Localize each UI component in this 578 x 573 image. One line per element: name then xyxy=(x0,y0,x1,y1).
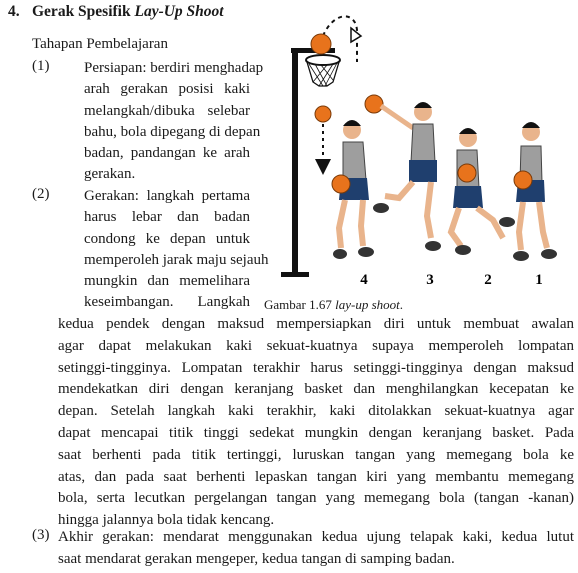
item-3-text xyxy=(58,527,574,571)
ball-falling xyxy=(315,106,331,122)
layup-figure-svg xyxy=(263,2,573,294)
text-line: Akhir gerakan: mendarat menggunakan kedua ujung telapak kaki, kedua lutut xyxy=(58,529,574,545)
text-line: hingga jalannya bola tidak kencang. xyxy=(58,512,275,529)
player-step-2 xyxy=(451,128,515,255)
player-step-4 xyxy=(332,120,374,259)
section-title: Gerak Spesifik xyxy=(32,3,135,20)
section-heading xyxy=(8,3,224,21)
item-1-number: (1) xyxy=(32,58,50,74)
text-line: harus lebar dan badan xyxy=(84,209,250,226)
text-line: dapat mencapai titik tinggi sedekat mungkin dengan keranjang basket. Pada xyxy=(58,424,574,441)
text-line: gerakan. xyxy=(84,166,136,183)
player-step-3 xyxy=(373,102,441,251)
text-line: bahu, bola dipegang di depan xyxy=(84,123,261,140)
item-1-text xyxy=(84,58,264,186)
text-line: kedua pendek dengan maksud mempersiapkan diri untuk membuat awalan xyxy=(58,316,574,332)
caption-text: Gambar 1.67 xyxy=(264,297,336,312)
text-line: keseimbangan. Langkah xyxy=(84,294,250,311)
ball-at-hoop xyxy=(311,34,331,54)
step-label-4: 4 xyxy=(360,272,368,288)
player-step-1 xyxy=(513,122,557,261)
caption-italic: lay-up shoot xyxy=(335,297,400,312)
text-line: saat berhenti pada titik tertinggi, luruskan tangan yang memegang bola ke xyxy=(58,446,574,463)
item-2-text-wide xyxy=(58,314,574,532)
text-line: memperoleh jarak maju sejauh xyxy=(84,251,269,268)
item-2-number: (2) xyxy=(32,186,50,202)
section-title-italic: Lay-Up Shoot xyxy=(134,3,224,20)
layup-illustration xyxy=(263,2,573,294)
basketball-hoop xyxy=(281,48,340,277)
text-line: arah gerakan posisi kaki xyxy=(84,81,250,98)
text-line: saat mendarat gerakan mengeper, kedua tangan di samping badan. xyxy=(58,550,455,567)
subtitle: Tahapan Pembelajaran xyxy=(32,36,168,52)
step-label-3: 3 xyxy=(426,272,434,288)
step-label-2: 2 xyxy=(484,272,492,288)
text-line: badan, pandangan ke arah xyxy=(84,145,250,162)
ball-release xyxy=(365,95,383,113)
text-line: Gerakan: langkah pertama xyxy=(84,188,250,204)
text-line: melangkah/dibuka selebar xyxy=(84,102,250,119)
text-line: condong ke depan untuk xyxy=(84,230,250,247)
item-2-text-narrow xyxy=(84,186,269,314)
text-line: setinggi-tingginya. Lompatan terakhir harus setinggi-tingginya dengan maksud xyxy=(58,359,574,376)
step-label-1: 1 xyxy=(535,272,543,288)
text-line: agar dapat melakukan kaki sekuat-kuatnya supaya memperoleh lompatan xyxy=(58,337,574,354)
section-number: 4. xyxy=(8,3,20,20)
caption-end: . xyxy=(399,297,404,312)
text-line: mendekatkan diri dengan keranjang basket dan menghilangkan kecepatan ke xyxy=(58,381,574,398)
text-line: atas, dan pada saat berhenti lepaskan tangan kiri yang membantu memegang xyxy=(58,468,574,485)
text-line: depan. Setelah langkah kaki terakhir, kaki ditolakkan sekuat-kuatnya agar xyxy=(58,403,574,420)
text-line: mungkin dan memelihara xyxy=(84,273,250,290)
figure-caption xyxy=(264,297,403,313)
item-3-number: (3) xyxy=(32,527,50,543)
text-line: bola, serta lecutkan pergelangan tangan yang memegang bola (tangan -kanan) xyxy=(58,490,574,507)
text-line: Persiapan: berdiri menghadap xyxy=(84,60,264,76)
